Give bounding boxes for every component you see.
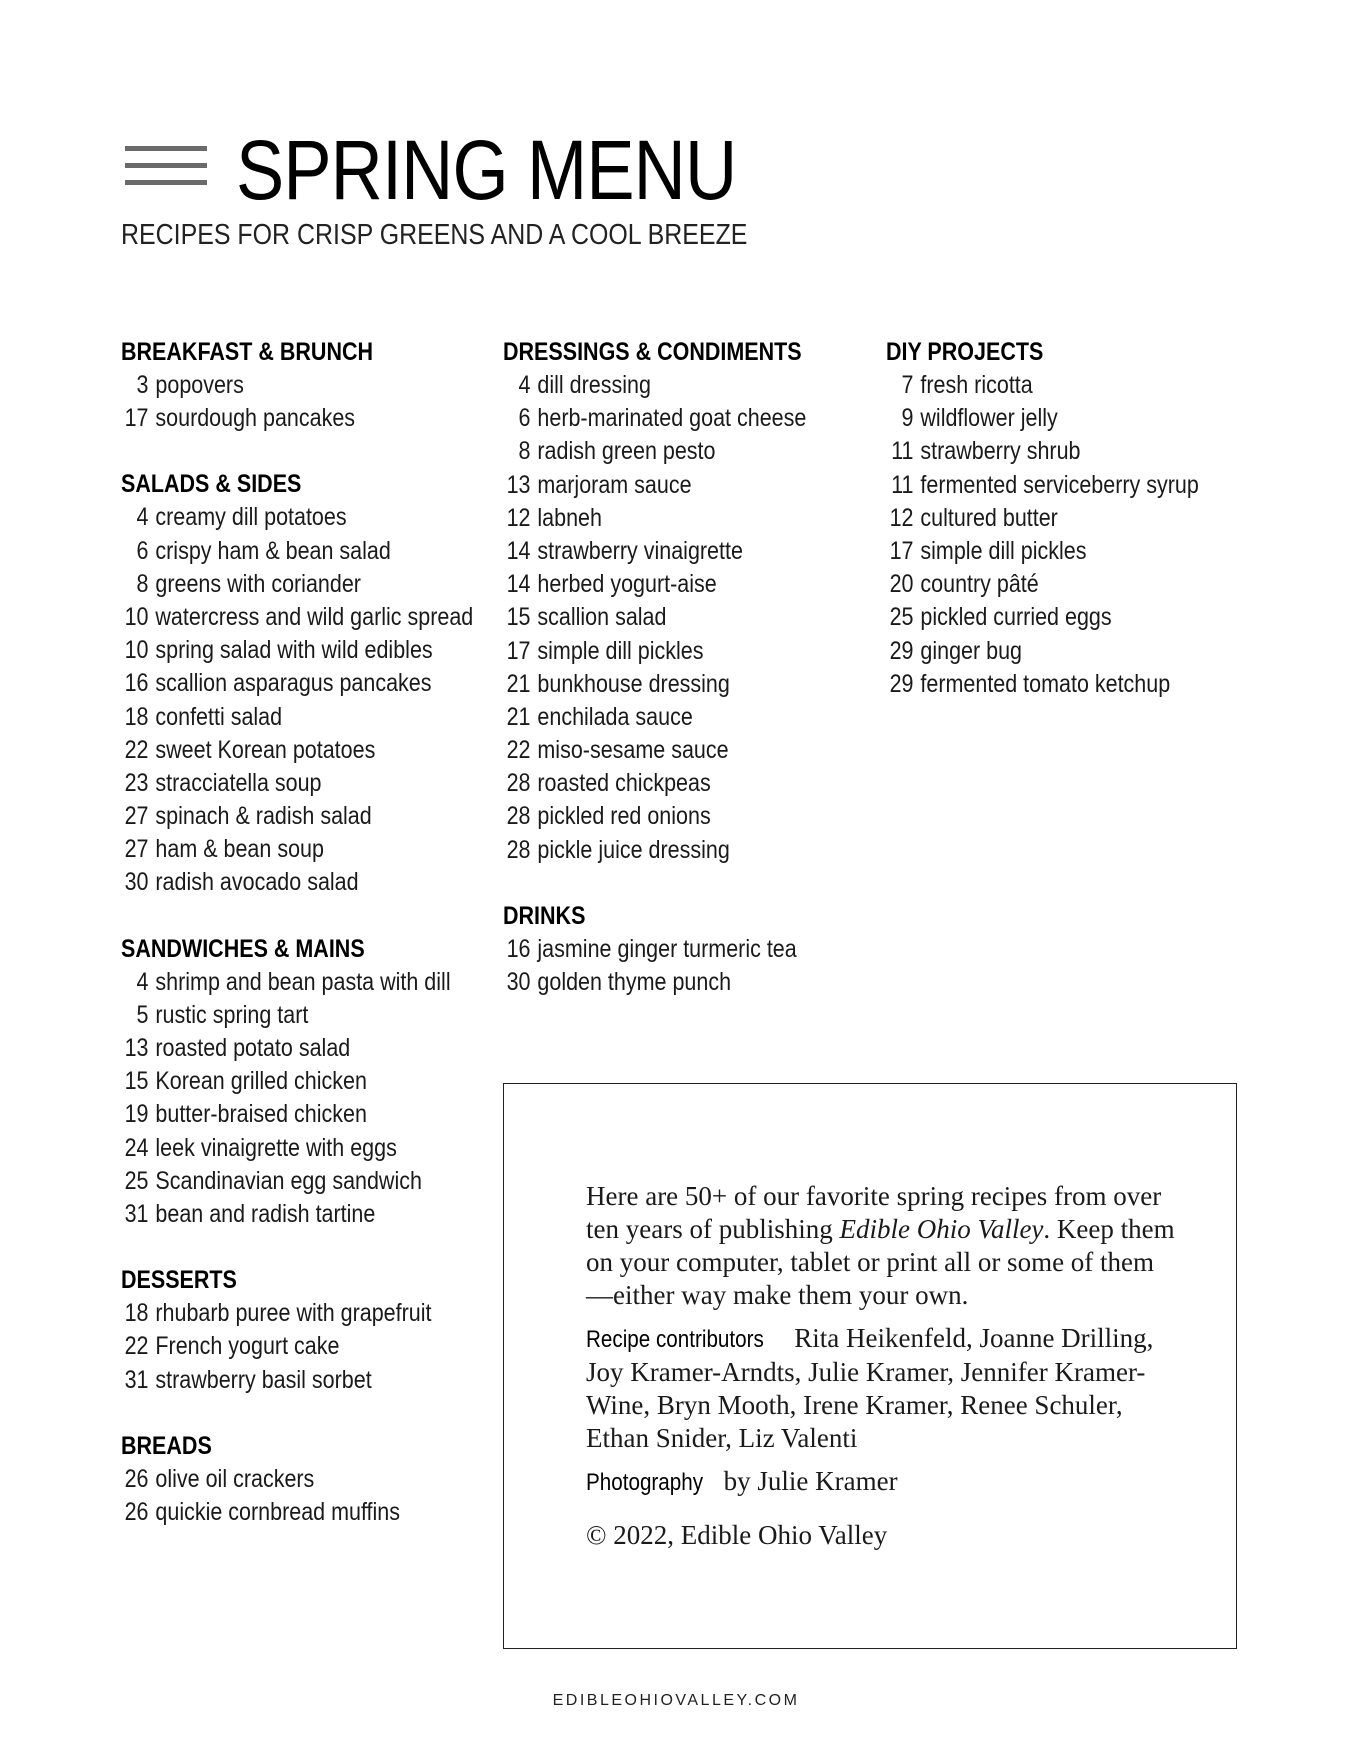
recipe-item [886,469,1213,502]
recipe-item [121,1198,439,1231]
section-heading: DESSERTS [121,1266,237,1295]
recipe-page-number: 28 [506,835,531,864]
recipe-item [503,933,821,966]
recipe-name: fermented serviceberry syrup [920,470,1199,499]
recipe-name: creamy dill potatoes [155,503,347,532]
recipe-name: pickled curried eggs [920,603,1112,632]
recipe-list [503,933,873,999]
recipe-page-number: 31 [124,1199,149,1228]
section-heading: DIY PROJECTS [886,338,1044,366]
recipe-item [503,601,821,634]
recipe-item [886,502,1213,535]
contributors-names: Rita Heikenfeld, Joanne Drilling, Joy Kramer-Arndts, Julie Kramer, Jennifer Kramer-Wine, Bryn Mooth, Irene Kramer, Renee Schuler, Ethan Snider, Liz Valenti [586,1323,1154,1453]
section-salads [121,468,491,899]
recipe-page-number: 25 [124,1166,149,1195]
section-heading: BREADS [121,1431,212,1460]
recipe-name: pickle juice dressing [537,835,730,864]
section-breakfast [121,336,491,435]
recipe-item [121,535,439,568]
section-heading: BREAKFAST & BRUNCH [121,338,374,366]
recipe-name: dill dressing [537,371,651,399]
recipe-page-number: 30 [124,868,149,897]
footer-url[interactable]: EDIBLEOHIOVALLEY.COM [552,1692,800,1709]
recipe-item [503,701,821,734]
recipe-name: shrimp and bean pasta with dill [155,967,451,996]
section-heading: DRINKS [503,901,586,930]
recipe-page-number: 19 [124,1100,149,1129]
recipe-item [886,568,1213,601]
recipe-name: roasted potato salad [155,1034,351,1062]
column-left [121,336,491,1562]
recipe-name: rhubarb puree with grapefruit [155,1299,432,1328]
recipe-name: quickie cornbread muffins [155,1497,401,1526]
recipe-name: scallion asparagus pancakes [155,669,432,698]
section-mains [121,933,491,1232]
recipe-page-number: 16 [124,669,149,698]
recipe-item [503,435,821,468]
photography-paragraph [586,1465,1176,1499]
intro-paragraph: Here are 50+ of our favorite spring recipes from over ten years of publishing Edible Ohio Valley. Keep them on your computer, tablet or print all or some of them—either way make them your own. [586,1181,1175,1310]
recipe-name: butter-braised chicken [155,1100,367,1129]
recipe-page-number: 26 [124,1497,149,1526]
recipe-item [121,999,439,1032]
recipe-page-number: 8 [136,569,149,598]
recipe-item [121,634,439,667]
recipe-page-number: 22 [124,1332,149,1361]
recipe-list [503,369,873,867]
recipe-item [503,469,821,502]
recipe-page-number: 15 [124,1067,149,1096]
recipe-item [121,402,439,435]
section-breads [121,1430,491,1529]
recipe-name: jasmine ginger turmeric tea [537,934,797,963]
recipe-name: marjoram sauce [537,470,692,499]
recipe-item [886,635,1213,668]
recipe-name: greens with coriander [155,569,361,598]
recipe-name: roasted chickpeas [537,769,711,798]
recipe-name: radish green pesto [537,437,716,466]
recipe-page-number: 17 [506,636,531,665]
recipe-page-number: 25 [889,603,914,632]
hamburger-menu-icon [125,146,207,198]
recipe-name: wildflower jelly [920,404,1058,433]
recipe-name: simple dill pickles [920,536,1087,565]
recipe-item [886,369,1213,402]
recipe-item [886,435,1213,468]
recipe-page-number: 29 [889,669,914,698]
recipe-page-number: 13 [506,470,531,499]
recipe-page-number: 28 [506,769,531,798]
recipe-item [121,501,439,534]
recipe-item [503,568,821,601]
recipe-item [503,767,821,800]
recipe-name: radish avocado salad [155,868,359,897]
recipe-page-number: 11 [891,437,914,466]
info-box [503,1083,1237,1649]
photography-label: Photography [586,1469,704,1496]
page-subtitle: RECIPES FOR CRISP GREENS AND A COOL BREEZE [121,219,748,251]
recipe-name: herbed yogurt-aise [537,570,717,599]
recipe-page-number: 4 [136,503,149,532]
section-heading: SALADS & SIDES [121,470,302,499]
recipe-name: rustic spring tart [155,1000,309,1029]
recipe-name: labneh [537,503,602,532]
recipe-list [121,369,491,435]
recipe-name: bean and radish tartine [155,1199,376,1228]
recipe-name: sweet Korean potatoes [155,735,376,764]
recipe-item [503,369,821,402]
recipe-name: strawberry vinaigrette [537,536,743,565]
recipe-name: watercress and wild garlic spread [155,602,474,631]
recipe-name: simple dill pickles [537,636,704,665]
recipe-name: country pâté [920,570,1039,599]
recipe-page-number: 5 [136,1000,149,1029]
recipe-page-number: 17 [889,536,914,565]
contributors-paragraph [586,1322,1176,1455]
recipe-item [121,966,451,999]
recipe-name: leek vinaigrette with eggs [155,1133,397,1162]
recipe-item [503,535,821,568]
recipe-item [121,1364,439,1397]
recipe-item [121,1297,439,1330]
recipe-page-number: 7 [901,371,914,399]
recipe-page-number: 27 [124,835,149,864]
recipe-item [121,1330,439,1363]
recipe-name: enchilada sauce [537,702,693,731]
recipe-page-number: 29 [889,636,914,665]
section-desserts [121,1264,491,1397]
recipe-name: popovers [155,371,244,399]
recipe-name: Scandinavian egg sandwich [155,1166,422,1195]
recipe-item [121,1463,439,1496]
recipe-item [121,701,439,734]
recipe-item [503,502,821,535]
recipe-name: cultured butter [920,503,1058,532]
recipe-item [121,1032,439,1065]
recipe-list [121,1297,491,1397]
recipe-item [121,1165,439,1198]
recipe-page-number: 23 [124,768,149,797]
recipe-page-number: 21 [506,669,531,698]
recipe-page-number: 3 [136,371,149,399]
recipe-item [121,833,439,866]
recipe-page-number: 6 [518,404,531,433]
recipe-page-number: 24 [124,1133,149,1162]
recipe-name: bunkhouse dressing [537,669,730,698]
recipe-item [503,966,821,999]
recipe-page-number: 21 [506,702,531,731]
recipe-item [503,800,821,833]
recipe-name: ham & bean soup [155,835,324,864]
recipe-name: fresh ricotta [920,371,1033,399]
recipe-name: spring salad with wild edibles [155,636,433,665]
column-middle [503,336,873,1032]
contributors-label: Recipe contributors [586,1326,764,1353]
recipe-page-number: 17 [124,404,149,433]
recipe-page-number: 27 [124,802,149,831]
recipe-list [121,966,491,1232]
recipe-name: golden thyme punch [537,968,732,996]
section-dressings [503,336,873,867]
recipe-name: miso-sesame sauce [537,736,729,765]
recipe-page-number: 22 [124,735,149,764]
recipe-page-number: 12 [506,503,531,532]
recipe-list [121,1463,491,1529]
recipe-item [503,834,821,867]
recipe-name: strawberry basil sorbet [155,1365,372,1394]
section-heading: DRESSINGS & CONDIMENTS [503,338,802,366]
recipe-name: stracciatella soup [155,768,322,797]
recipe-page-number: 18 [124,1299,149,1328]
recipe-item [886,668,1213,701]
recipe-name: fermented tomato ketchup [920,669,1171,698]
recipe-item [121,800,439,833]
recipe-page-number: 10 [124,636,149,665]
recipe-name: sourdough pancakes [155,404,356,433]
recipe-item [503,668,821,701]
recipe-page-number: 6 [136,536,149,565]
recipe-list [886,369,1266,701]
recipe-name: confetti salad [155,702,283,731]
column-right [886,336,1266,734]
recipe-item [121,1496,439,1529]
recipe-name: strawberry shrub [920,437,1081,466]
recipe-page-number: 31 [124,1365,149,1394]
recipe-item [121,767,439,800]
recipe-page-number: 14 [506,570,531,599]
photography-credit: by Julie Kramer [723,1466,898,1496]
info-content [586,1180,1176,1562]
copyright: © 2022, Edible Ohio Valley [586,1520,888,1550]
recipe-page-number: 20 [889,570,914,599]
recipe-page-number: 4 [518,371,531,399]
recipe-item [886,402,1213,435]
recipe-name: spinach & radish salad [155,802,372,831]
recipe-item [886,535,1213,568]
publication-name: Edible Ohio Valley [839,1214,1044,1244]
recipe-page-number: 9 [901,404,914,433]
recipe-item [503,734,821,767]
recipe-page-number: 14 [506,536,531,565]
recipe-item [121,568,439,601]
recipe-item [503,402,821,435]
recipe-page-number: 28 [506,802,531,831]
recipe-page-number: 18 [124,702,149,731]
recipe-item [121,866,439,899]
recipe-name: herb-marinated goat cheese [537,404,807,433]
recipe-item [503,635,821,668]
recipe-page-number: 8 [518,437,531,466]
recipe-page-number: 12 [889,503,914,532]
recipe-page-number: 10 [124,602,149,631]
recipe-name: Korean grilled chicken [155,1067,367,1096]
recipe-page-number: 15 [506,603,531,632]
recipe-item [121,667,439,700]
recipe-item [121,1065,439,1098]
recipe-item [886,601,1213,634]
recipe-page-number: 22 [506,736,531,765]
recipe-item [121,1098,439,1131]
recipe-name: ginger bug [920,636,1023,665]
section-drinks [503,900,873,999]
recipe-page-number: 13 [124,1034,149,1062]
recipe-name: olive oil crackers [155,1464,315,1493]
recipe-name: French yogurt cake [155,1332,340,1361]
recipe-item [121,1132,439,1165]
recipe-page-number: 30 [506,968,531,996]
page-title: SPRING MENU [236,123,737,217]
section-heading: SANDWICHES & MAINS [121,934,365,963]
section-diy [886,336,1266,701]
recipe-page-number: 11 [891,470,914,499]
recipe-item [121,369,439,402]
recipe-item [121,734,439,767]
recipe-page-number: 16 [506,934,531,963]
recipe-name: pickled red onions [537,802,711,831]
recipe-item [121,601,474,634]
recipe-name: crispy ham & bean salad [155,536,391,565]
recipe-page-number: 26 [124,1464,149,1493]
recipe-list [121,501,491,899]
recipe-page-number: 4 [136,967,149,996]
recipe-name: scallion salad [537,603,667,632]
